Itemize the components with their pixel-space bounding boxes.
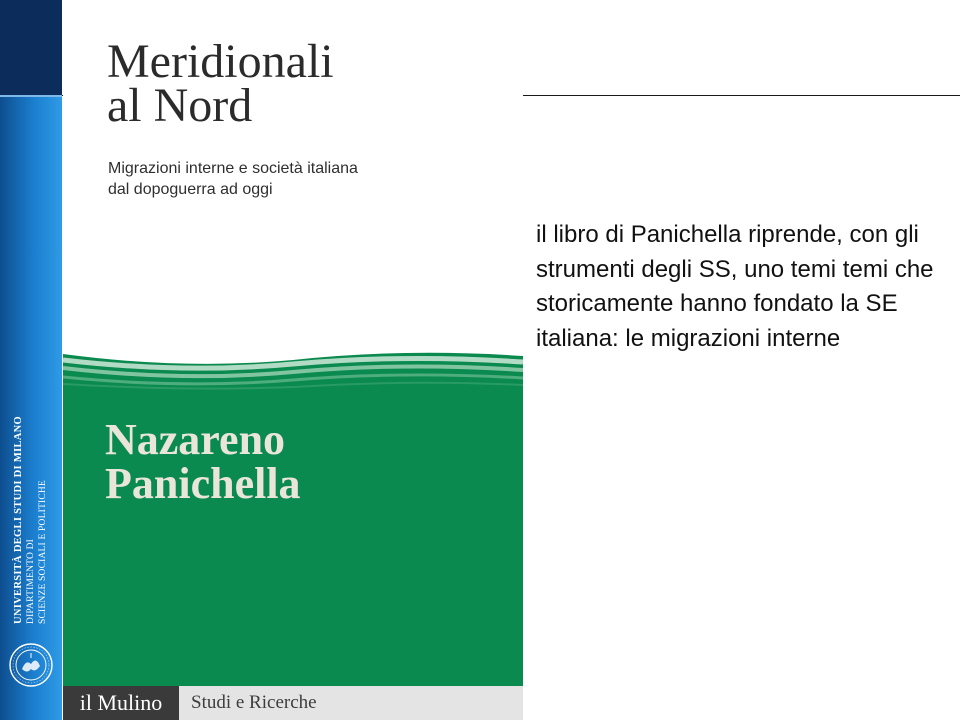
sidebar-divider <box>0 95 62 97</box>
university-name: UNIVERSITÀ DEGLI STUDI DI MILANO <box>13 416 24 624</box>
department-line-2: SCIENZE SOCIALI E POLITICHE <box>38 480 48 624</box>
book-cover <box>63 0 523 720</box>
cover-wave-decoration <box>63 350 523 392</box>
book-author <box>105 415 301 508</box>
book-title <box>107 35 334 132</box>
university-sidebar <box>0 0 62 720</box>
book-subtitle-line-1: Migrazioni interne e società italiana <box>108 160 358 177</box>
sidebar-top-block <box>0 0 62 95</box>
book-title-line-1: Meridionali <box>107 35 334 88</box>
university-name-vertical <box>13 416 49 624</box>
book-subtitle-line-2: dal dopoguerra ad oggi <box>108 181 273 198</box>
book-title-line-2: al Nord <box>107 79 253 132</box>
university-seal-icon <box>8 642 54 688</box>
author-last-name: Panichella <box>105 459 301 508</box>
series-name: Studi e Ricerche <box>191 692 317 713</box>
book-subtitle <box>108 158 358 200</box>
department-line-1: DIPARTIMENTO DI <box>26 538 36 624</box>
slide-body-text: il libro di Panichella riprende, con gli strumenti degli SS, uno temi temi che storicamente hanno fondato la SE italiana: le migrazioni interne <box>536 221 934 352</box>
author-first-name: Nazareno <box>105 415 286 464</box>
publisher-logo: il Mulino <box>63 686 179 720</box>
